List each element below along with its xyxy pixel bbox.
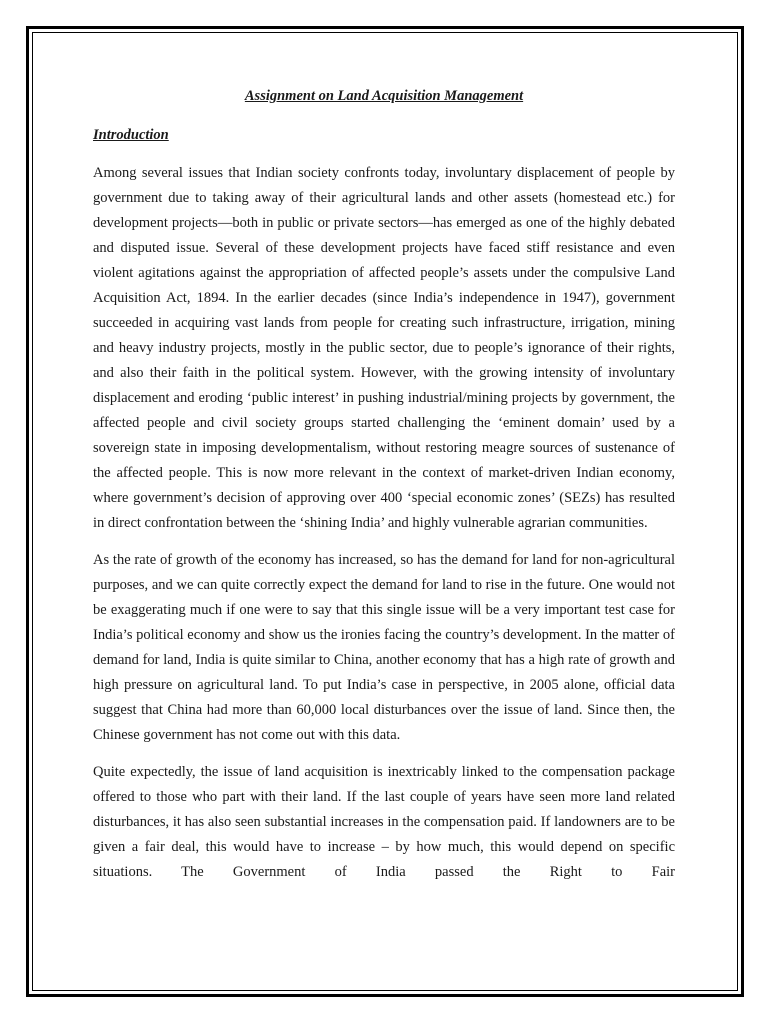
document-title: Assignment on Land Acquisition Management xyxy=(244,88,524,104)
section-heading: Introduction xyxy=(93,127,169,143)
paragraph-1: Among several issues that Indian society confronts today, involuntary displacement of people by government due to taking away of their agricultural lands and other assets (homestead etc.) for development projects—both in public or private sectors—has emerged as one of the highly debated and disputed issue. Several of these development projects have faced stiff resistance and even violent agitations against the appropriation of affected people’s assets under the compulsive Land Acquisition Act, 1894. In the earlier decades (since India’s independence in 1947), government succeeded in acquiring vast lands from people for creating such infrastructure, irrigation, mining and heavy industry projects, mostly in the public sector, due to people’s ignorance of their rights, and also their faith in the political system. However, with the growing intensity of involuntary displacement and eroding ‘public interest’ in pushing industrial/mining projects by government, the affected people and civil society groups started challenging the ‘eminent domain’ used by a sovereign state in imposing developmentalism, without restoring meagre sources of sustenance of the affected people. This is now more relevant in the context of market-driven Indian economy, where government’s decision of approving over 400 ‘special economic zones’ (SEZs) has resulted in direct confrontation between the ‘shining India’ and highly vulnerable agrarian communities. xyxy=(93,165,675,531)
document-body xyxy=(93,88,675,897)
paragraph-3: Quite expectedly, the issue of land acquisition is inextricably linked to the compensation package offered to those who part with their land. If the last couple of years have seen more land related disturbances, it has also seen substantial increases in the compensation paid. If landowners are to be given a fair deal, this would have to increase – by how much, this would depend on specific situations. The Government of India passed the Right to Fair xyxy=(93,764,675,880)
paragraph-2: As the rate of growth of the economy has increased, so has the demand for land for non-agricultural purposes, and we can quite correctly expect the demand for land to rise in the future. One would not be exaggerating much if one were to say that this single issue will be a very important test case for India’s political economy and show us the ironies facing the country’s development. In the matter of demand for land, India is quite similar to China, another economy that has a high rate of growth and high pressure on agricultural land. To put India’s case in perspective, in 2005 alone, official data suggest that China had more than 60,000 local disturbances over the issue of land. Since then, the Chinese government has not come out with this data. xyxy=(93,552,675,743)
